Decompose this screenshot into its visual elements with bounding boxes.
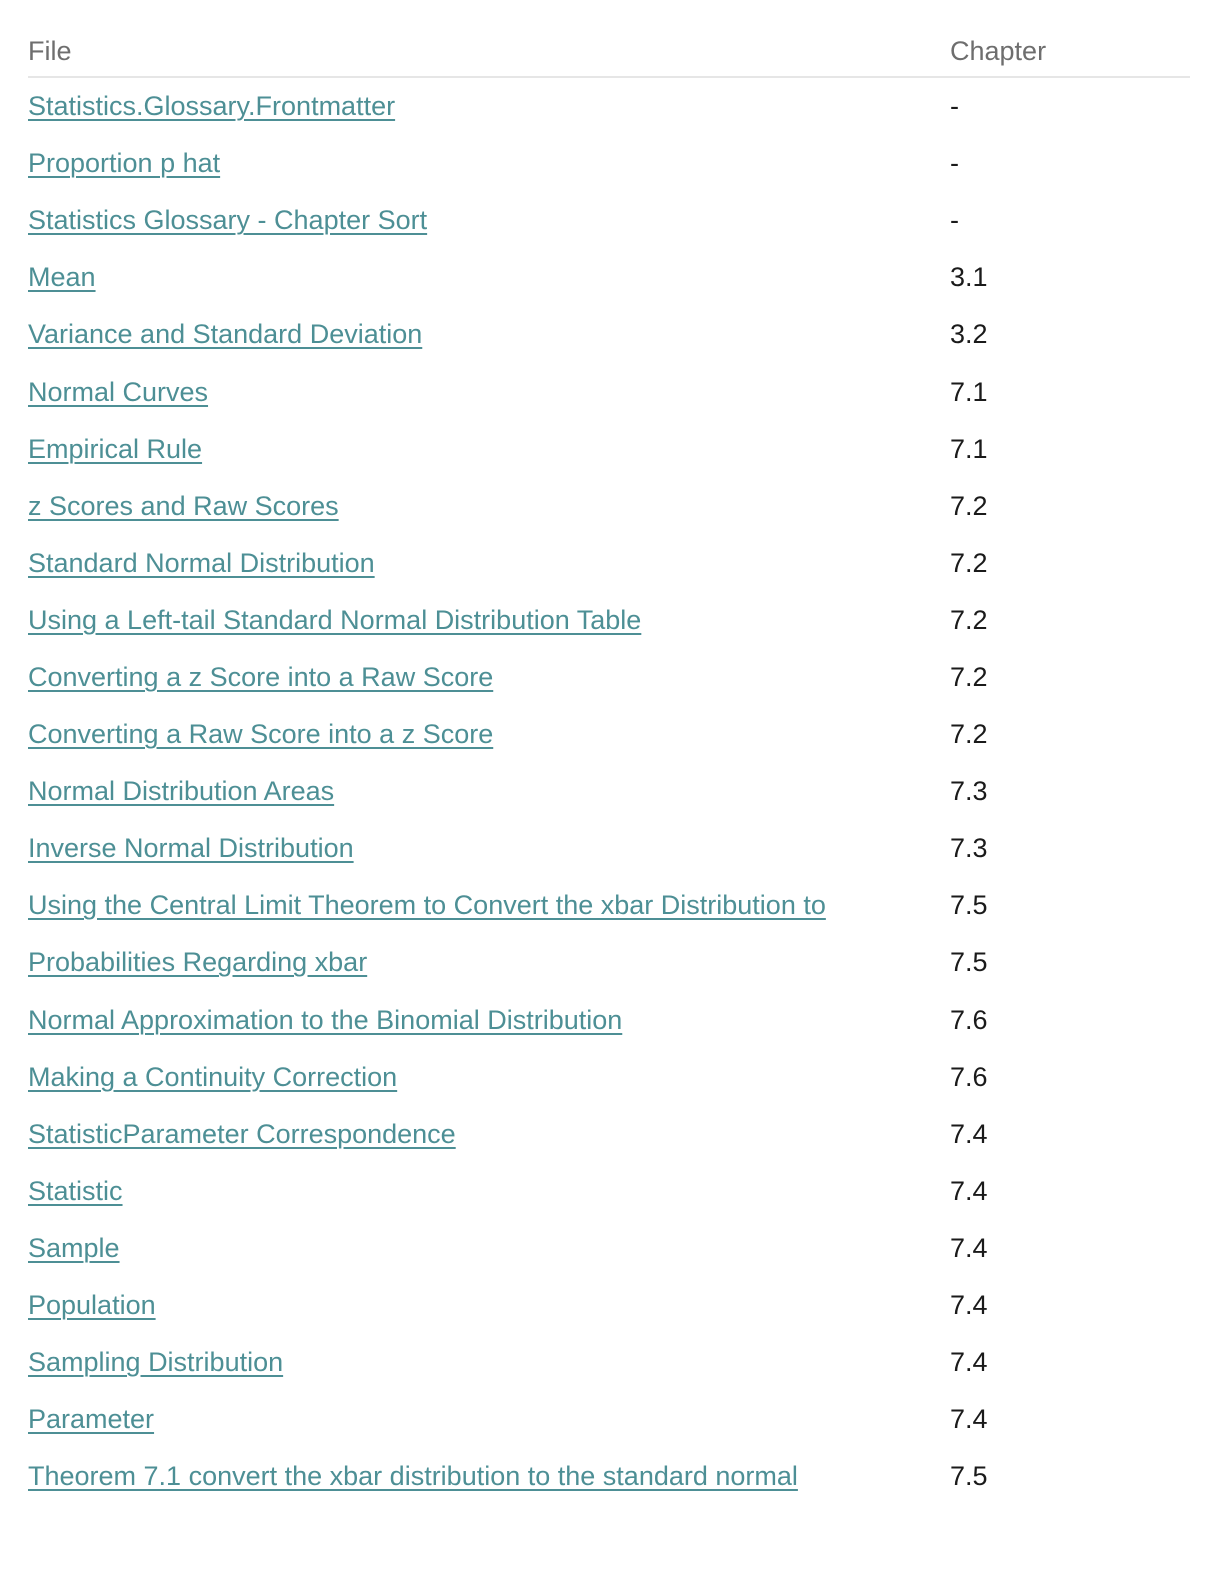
file-link[interactable]: Variance and Standard Deviation (28, 319, 423, 350)
file-link[interactable]: Standard Normal Distribution (28, 547, 375, 578)
chapter-cell: 3.2 (950, 319, 988, 350)
file-link[interactable]: Sampling Distribution (28, 1347, 284, 1378)
file-cell (28, 377, 950, 408)
table-header-row (28, 26, 1190, 78)
chapter-cell: 7.4 (950, 1118, 988, 1149)
file-link[interactable]: Population (28, 1290, 156, 1321)
table-row (28, 421, 1190, 478)
chapter-cell: 7.3 (950, 833, 988, 864)
file-cell (28, 262, 950, 293)
table-row (28, 363, 1190, 420)
chapter-cell: 7.5 (950, 890, 988, 921)
table-row (28, 820, 1190, 877)
file-cell (28, 319, 950, 350)
file-cell (28, 1233, 950, 1264)
file-cell (28, 91, 950, 122)
file-cell (28, 1404, 950, 1435)
table-row (28, 306, 1190, 363)
file-chapter-table (28, 26, 1190, 1505)
table-row (28, 535, 1190, 592)
file-cell (28, 1119, 950, 1150)
table-row (28, 1277, 1190, 1334)
chapter-cell: 7.4 (950, 1232, 988, 1263)
table-row (28, 1220, 1190, 1277)
file-cell (28, 548, 950, 579)
table-row (28, 192, 1190, 249)
file-cell (28, 719, 950, 750)
chapter-cell: 7.2 (950, 490, 988, 521)
chapter-cell: 7.2 (950, 719, 988, 750)
file-cell (28, 890, 950, 921)
chapter-cell: 7.5 (950, 1461, 988, 1492)
table-row (28, 1049, 1190, 1106)
table-row (28, 1334, 1190, 1391)
file-cell (28, 1062, 950, 1093)
table-row (28, 135, 1190, 192)
file-cell (28, 1005, 950, 1036)
chapter-cell: 7.1 (950, 433, 988, 464)
file-link[interactable]: Sample (28, 1232, 120, 1263)
chapter-cell: 7.4 (950, 1290, 988, 1321)
chapter-cell: 7.4 (950, 1404, 988, 1435)
file-link[interactable]: Statistic (28, 1175, 123, 1206)
table-row (28, 592, 1190, 649)
file-link[interactable]: Mean (28, 262, 96, 293)
file-link[interactable]: Statistics.Glossary.Frontmatter (28, 91, 396, 122)
column-header-file[interactable]: File (28, 35, 72, 66)
file-cell (28, 605, 950, 636)
chapter-cell: 7.5 (950, 947, 988, 978)
table-row (28, 649, 1190, 706)
file-cell (28, 1290, 950, 1321)
file-link[interactable]: Using the Central Limit Theorem to Convert the xbar Distribution to (28, 890, 826, 921)
chapter-cell: 7.1 (950, 376, 988, 407)
table-row (28, 249, 1190, 306)
chapter-cell: 7.6 (950, 1004, 988, 1035)
file-cell (28, 491, 950, 522)
file-cell (28, 148, 950, 179)
file-link[interactable]: Theorem 7.1 convert the xbar distribution to the standard normal (28, 1461, 798, 1492)
file-cell (28, 833, 950, 864)
file-link[interactable]: Normal Curves (28, 376, 209, 407)
column-header-chapter[interactable]: Chapter (950, 35, 1047, 66)
file-link[interactable]: Normal Distribution Areas (28, 776, 335, 807)
chapter-cell: 3.1 (950, 262, 988, 293)
table-row (28, 78, 1190, 135)
file-link[interactable]: Empirical Rule (28, 433, 203, 464)
chapter-cell: - (950, 91, 959, 122)
table-row (28, 1106, 1190, 1163)
table-row (28, 1448, 1190, 1505)
file-cell (28, 434, 950, 465)
file-link[interactable]: Making a Continuity Correction (28, 1061, 398, 1092)
chapter-cell: 7.2 (950, 604, 988, 635)
chapter-cell: - (950, 148, 959, 179)
file-link[interactable]: Converting a z Score into a Raw Score (28, 661, 494, 692)
file-link[interactable]: StatisticParameter Correspondence (28, 1118, 456, 1149)
file-link[interactable]: Statistics Glossary - Chapter Sort (28, 205, 428, 236)
table-row (28, 1391, 1190, 1448)
file-link[interactable]: Probabilities Regarding xbar (28, 947, 368, 978)
file-link[interactable]: Normal Approximation to the Binomial Distribution (28, 1004, 623, 1035)
file-cell (28, 776, 950, 807)
table-row (28, 763, 1190, 820)
file-link[interactable]: Using a Left-tail Standard Normal Distribution Table (28, 604, 642, 635)
file-link[interactable]: Proportion p hat (28, 148, 221, 179)
file-link[interactable]: Parameter (28, 1404, 155, 1435)
file-cell (28, 205, 950, 236)
chapter-cell: - (950, 205, 959, 236)
file-cell (28, 1461, 950, 1492)
chapter-cell: 7.4 (950, 1347, 988, 1378)
table-row (28, 934, 1190, 991)
file-cell (28, 662, 950, 693)
chapter-cell: 7.3 (950, 776, 988, 807)
table-row (28, 877, 1190, 934)
table-row (28, 992, 1190, 1049)
chapter-cell: 7.2 (950, 547, 988, 578)
chapter-cell: 7.4 (950, 1175, 988, 1206)
file-cell (28, 947, 950, 978)
file-link[interactable]: Converting a Raw Score into a z Score (28, 719, 494, 750)
file-link[interactable]: z Scores and Raw Scores (28, 490, 339, 521)
chapter-cell: 7.2 (950, 661, 988, 692)
chapter-cell: 7.6 (950, 1061, 988, 1092)
table-row (28, 1163, 1190, 1220)
file-cell (28, 1176, 950, 1207)
table-row (28, 478, 1190, 535)
table-body (28, 78, 1190, 1505)
file-link[interactable]: Inverse Normal Distribution (28, 833, 354, 864)
file-cell (28, 1347, 950, 1378)
table-row (28, 706, 1190, 763)
